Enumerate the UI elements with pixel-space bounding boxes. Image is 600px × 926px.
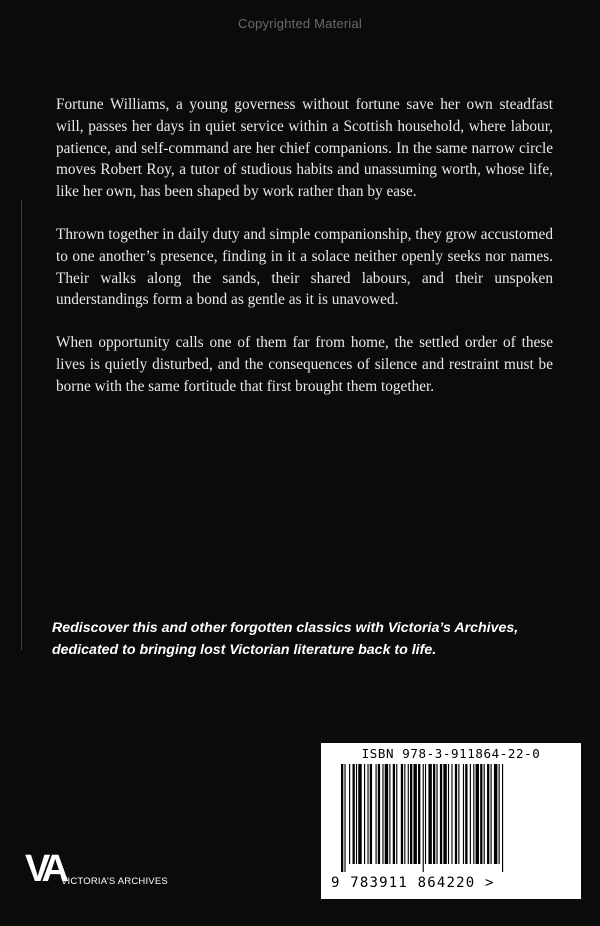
logo-letters: VA <box>25 848 63 890</box>
barcode-bar <box>413 764 416 864</box>
blurb-paragraph-2: Thrown together in daily duty and simple companionship, they grow accustomed to one another’s presence, finding in it a solace neither openly seeks nor names. Their walks along the sands, their shared labours, and their unspoken understandings form a bond as gentle as it is unavowed. <box>56 225 553 309</box>
copyright-watermark: Copyrighted Material <box>238 16 362 31</box>
barcode-bar <box>443 764 446 864</box>
victorias-archives-logo <box>25 845 63 890</box>
barcode-bar <box>480 764 482 864</box>
barcode-bar <box>353 764 355 864</box>
barcode-bar <box>423 764 424 872</box>
barcode-bar <box>455 764 457 864</box>
barcode-bar <box>396 764 397 864</box>
barcode-bar <box>502 764 503 872</box>
barcode-bar <box>463 764 464 864</box>
spine-rule <box>21 200 22 650</box>
barcode-bar <box>448 764 449 864</box>
barcode-bar <box>408 764 409 864</box>
barcode-bar <box>418 764 420 864</box>
barcode-bar <box>410 764 412 864</box>
barcode-bar <box>376 764 377 864</box>
isbn-label: ISBN 978-3-911864-22-0 <box>361 746 541 761</box>
barcode-bar <box>344 764 345 872</box>
blurb-paragraph-1: Fortune Williams, a young governess without fortune save her own steadfast will, passes her days in quiet service within a Scottish household, where labour, patience, and self-command are her chief companions. In the same narrow circle moves Robert Roy, a tutor of studious habits and unassuming worth, whose life, like her own, has been shaped by work rather than by ease. <box>56 96 553 201</box>
barcode-bar <box>428 764 431 864</box>
barcode-bar <box>349 764 350 864</box>
barcode-bar <box>476 764 479 864</box>
barcode-bar <box>370 764 372 864</box>
barcode-bar <box>393 764 395 864</box>
barcode-bar <box>491 764 492 864</box>
barcode-bars <box>341 764 561 874</box>
barcode-bar <box>499 764 500 864</box>
barcode-bar <box>425 764 426 864</box>
barcode-bar <box>473 764 474 864</box>
barcode-bar <box>440 764 442 864</box>
barcode-bar <box>494 764 497 864</box>
barcode-bar <box>385 764 388 864</box>
isbn-barcode <box>321 743 581 899</box>
barcode-bar <box>458 764 459 864</box>
barcode-bar <box>433 764 435 864</box>
barcode-bar <box>358 764 361 864</box>
barcode-bar <box>401 764 403 864</box>
barcode-bar <box>451 764 452 864</box>
publisher-tagline <box>52 617 572 661</box>
barcode-bar <box>389 764 390 864</box>
barcode-bar <box>470 764 471 864</box>
tagline-line-1: Rediscover this and other forgotten classics with Victoria’s Archives, <box>52 620 519 636</box>
barcode-bar <box>356 764 357 864</box>
book-blurb <box>56 94 553 419</box>
barcode-bar <box>364 764 365 864</box>
barcode-bar <box>382 764 383 864</box>
blurb-paragraph-3: When opportunity calls one of them far from home, the settled order of these lives is quietly disturbed, and the consequences of silence and restraint must be borne with the same fortitude that first brought them together. <box>56 334 553 395</box>
barcode-bar <box>341 764 343 872</box>
barcode-bar <box>487 764 489 864</box>
barcode-bar <box>367 764 368 864</box>
ean-digits: 9 783911 864220 > <box>331 875 495 891</box>
barcode-bar <box>465 764 467 864</box>
barcode-bar <box>436 764 437 864</box>
tagline-line-2: dedicated to bringing lost Victorian literature back to life. <box>52 642 437 658</box>
barcode-bar <box>404 764 405 864</box>
barcode-bar <box>484 764 485 864</box>
publisher-name: VICTORIA’S ARCHIVES <box>61 876 168 887</box>
barcode-bar <box>378 764 380 864</box>
